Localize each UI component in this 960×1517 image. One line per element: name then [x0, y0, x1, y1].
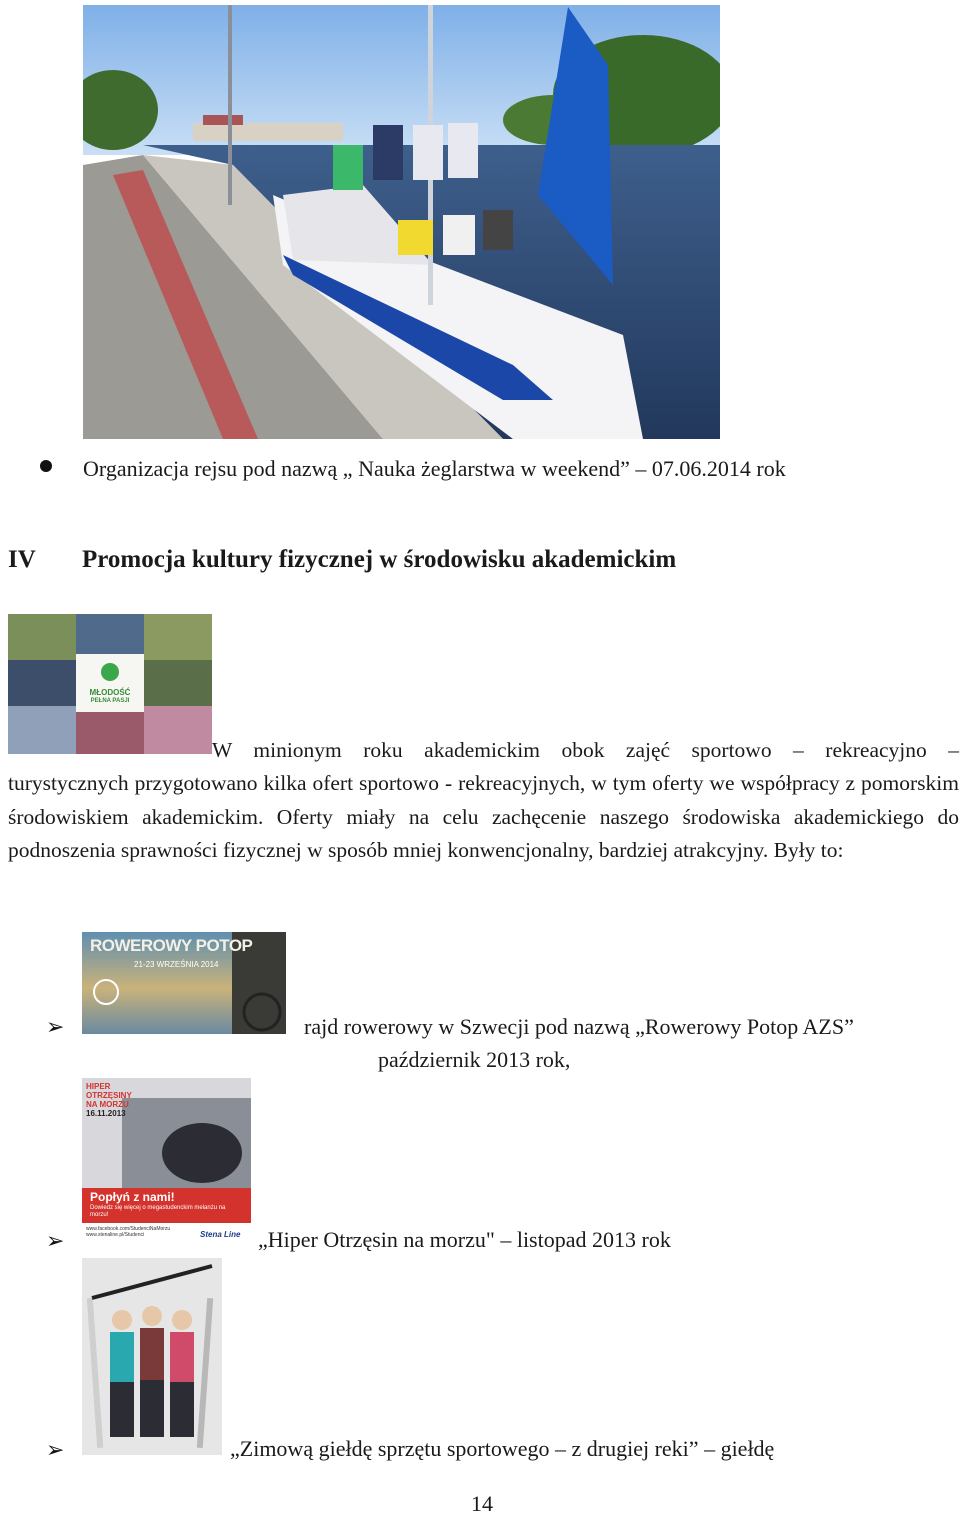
arrow-bullet-icon: ➢ — [46, 1014, 65, 1039]
arrow-bullet-icon: ➢ — [46, 1228, 65, 1253]
paragraph-first-line: W minionym roku akademickim obok zajęć sportowo – rekreacyjno – — [212, 738, 959, 762]
poster-url2: www.stenaline.pl/Studenci — [86, 1232, 145, 1238]
poster-title-3: NA MORZU — [86, 1100, 129, 1109]
arrow-bullet-icon: ➢ — [46, 1437, 65, 1462]
item-rowerowy-line2: październik 2013 rok, — [378, 1047, 571, 1072]
intro-paragraph — [8, 734, 959, 868]
mlodosc-collage-image — [8, 614, 212, 754]
poster-title-1: HIPER — [86, 1082, 111, 1091]
stena-line-logo: Stena Line — [200, 1230, 241, 1239]
rowerowy-potop-poster — [82, 932, 286, 1034]
item-otrzesiny-line1: „Hiper Otrzęsin na morzu" – listopad 2013 rok — [258, 1227, 671, 1252]
paragraph-body: turystycznych przygotowano kilka ofert sportowo - rekreacyjnych, w tym oferty we współpracy z pomorskim środowiskiem akademickim. Oferty miały na celu zachęcenie naszego środowiska akademickiego do podnoszenia sprawności fizycznej w sposób mniej konwencjonalny, bardziej atrakcyjny. Były to: — [8, 771, 959, 863]
poster-title: ROWEROWY POTOP — [90, 936, 253, 955]
bullet-dot-icon — [40, 460, 52, 472]
poster-date: 16.11.2013 — [86, 1109, 126, 1118]
poster-sub: Dowiedz się więcej o megastudenckim melanżu na morzu! — [90, 1205, 226, 1218]
poster-url1: www.facebook.com/StudenciNaMorzu — [86, 1226, 171, 1232]
logo-line1: MŁODOŚĆ — [89, 688, 131, 697]
section-title: Promocja kultury fizycznej w środowisku akademickim — [82, 546, 677, 573]
poster-headline: Popłyń z nami! — [90, 1190, 175, 1204]
poster-date: 21-23 WRZEŚNIA 2014 — [134, 960, 219, 969]
ski-exchange-poster — [82, 1258, 222, 1455]
event-sailing-item: Organizacja rejsu pod nazwą „ Nauka żeglarstwa w weekend” – 07.06.2014 rok — [83, 456, 786, 481]
page-number: 14 — [471, 1491, 493, 1516]
sailboat-photo — [83, 5, 720, 439]
hiper-otrzesiny-poster — [82, 1078, 251, 1244]
logo-line2: PEŁNA PASJI — [90, 698, 130, 704]
section-number: IV — [8, 546, 36, 573]
item-rowerowy-line1: rajd rowerowy w Szwecji pod nazwą „Rowerowy Potop AZS” — [304, 1014, 854, 1039]
poster-title-2: OTRZĘSINY — [86, 1091, 132, 1100]
item-gielda-line1: „Zimową giełdę sprzętu sportowego – z drugiej reki” – giełdę — [230, 1436, 775, 1461]
